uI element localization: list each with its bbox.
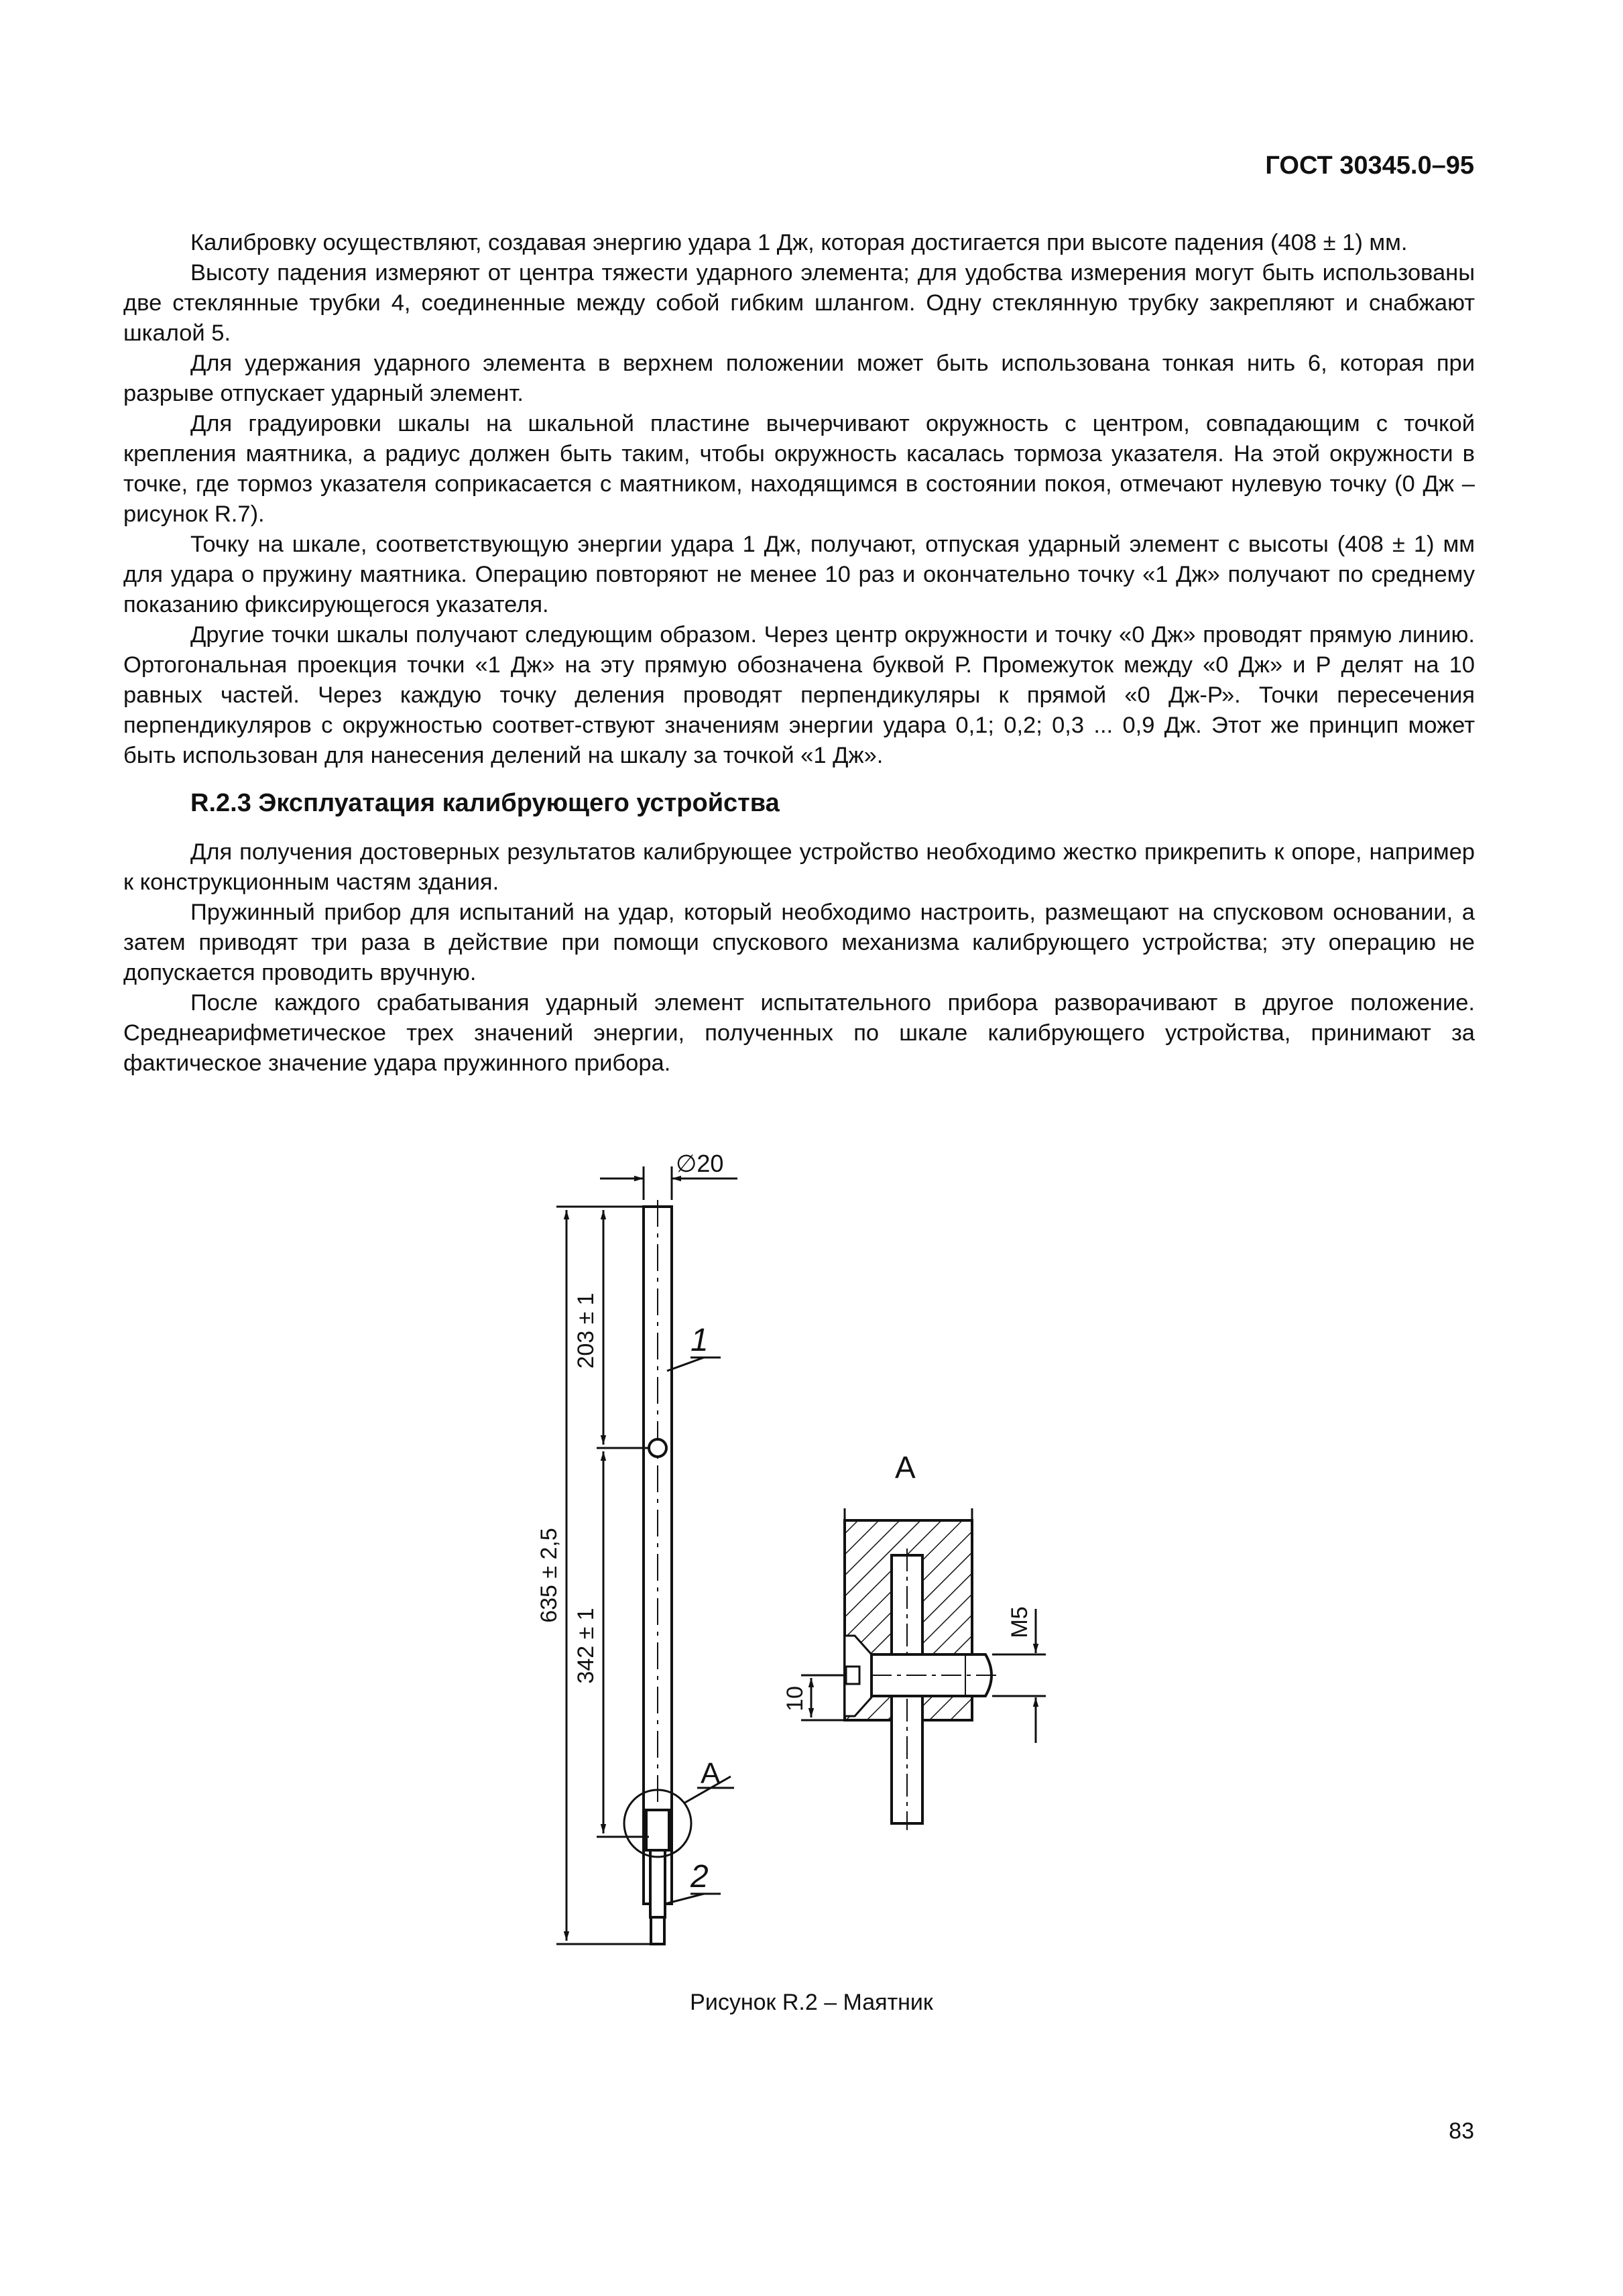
- dimension-203: 203 ± 1: [573, 1292, 599, 1369]
- paragraph: После каждого срабатывания ударный элемент испытательного прибора разворачивают в другое положение. Среднеарифметическое трех значений энергии, полученных по шкале калибрующего устройства, принимают за фактическое значение удара пружинного прибора.: [123, 990, 1475, 1076]
- part-label-1: 1: [690, 1323, 709, 1358]
- part-label-2: 2: [690, 1859, 709, 1894]
- detail-view: [845, 1508, 999, 1830]
- document-standard-number: ГОСТ 30345.0–95: [1265, 152, 1474, 180]
- paragraph: Другие точки шкалы получают следующим образом. Через центр окружности и точку «0 Дж» проводят прямую линию. Ортогональная проекция точки «1 Дж» на эту прямую обозначена буквой Р. Промежуток между «0 Дж» и Р делят на 10 равных частей. Через каждую точку деления проводят перпендикуляры к прямой «0 Дж-Р». Точки пересечения перпендикуляров с окружностью соответ-ствуют значениям энергии удара 0,1; 0,2; 0,3 ... 0,9 Дж. Этот же принцип может быть использован для нанесения делений на шкалу за точкой «1 Дж».: [123, 622, 1475, 768]
- paragraph: Пружинный прибор для испытаний на удар, который необходимо настроить, размещают на спусковом основании, а затем приводят три раза в действие при помощи спускового механизма калибрующего устройства; эту операцию не допускается проводить вручную.: [123, 900, 1475, 985]
- diameter-label: ∅20: [676, 1150, 724, 1177]
- paragraph: Для получения достоверных результатов калибрующее устройство необходимо жестко прикрепить к опоре, например к конструкционным частям здания.: [123, 839, 1475, 895]
- paragraph: Точку на шкале, соответствующую энергии удара 1 Дж, получают, отпуская ударный элемент с высоты (408 ± 1) мм для удара о пружину маятника. Операцию повторяют не менее 10 раз и окончательно точку «1 Дж» получают по среднему показанию фиксирующегося указателя.: [123, 532, 1475, 617]
- dimension-10: 10: [782, 1686, 808, 1711]
- paragraph: Для удержания ударного элемента в верхнем положении может быть использована тонкая нить 6, которая при разрыве отпускает ударный элемент.: [123, 351, 1475, 406]
- section-heading: R.2.3 Эксплуатация калибрующего устройства: [190, 789, 780, 817]
- detail-label-A-main: A: [701, 1757, 721, 1790]
- paragraph: Калибровку осуществляют, создавая энергию удара 1 Дж, которая достигается при высоте падения (408 ± 1) мм.: [190, 230, 1408, 255]
- dimension-342: 342 ± 1: [573, 1608, 599, 1684]
- striker-pin: [646, 1810, 669, 1944]
- figure-caption: Рисунок R.2 – Маятник: [690, 1990, 933, 2015]
- pivot-hole: [649, 1439, 666, 1457]
- paragraph: Высоту падения измеряют от центра тяжести ударного элемента; для удобства измерения могут быть использованы две стеклянные трубки 4, соединенные между собой гибким шлангом. Одну стеклянную трубку закрепляют и снабжают шкалой 5.: [123, 260, 1475, 346]
- dimension-635: 635 ± 2,5: [536, 1528, 562, 1623]
- detail-label-A: A: [895, 1450, 916, 1485]
- page-number: 83: [1449, 2118, 1474, 2144]
- length-dimensions: [556, 1207, 651, 1944]
- dimension-M5: M5: [1007, 1606, 1032, 1638]
- dimension-10-lines: [801, 1675, 846, 1720]
- paragraph: Для градуировки шкалы на шкальной пластине вычерчивают окружность с центром, совпадающим с точкой крепления маятника, а радиус должен быть таким, чтобы окружность касалась тормоза указателя. На этой окружности в точке, где тормоз указателя соприкасается с маятником, находящимся в состоянии покоя, отмечают нулевую точку (0 Дж – рисунок R.7).: [123, 411, 1475, 527]
